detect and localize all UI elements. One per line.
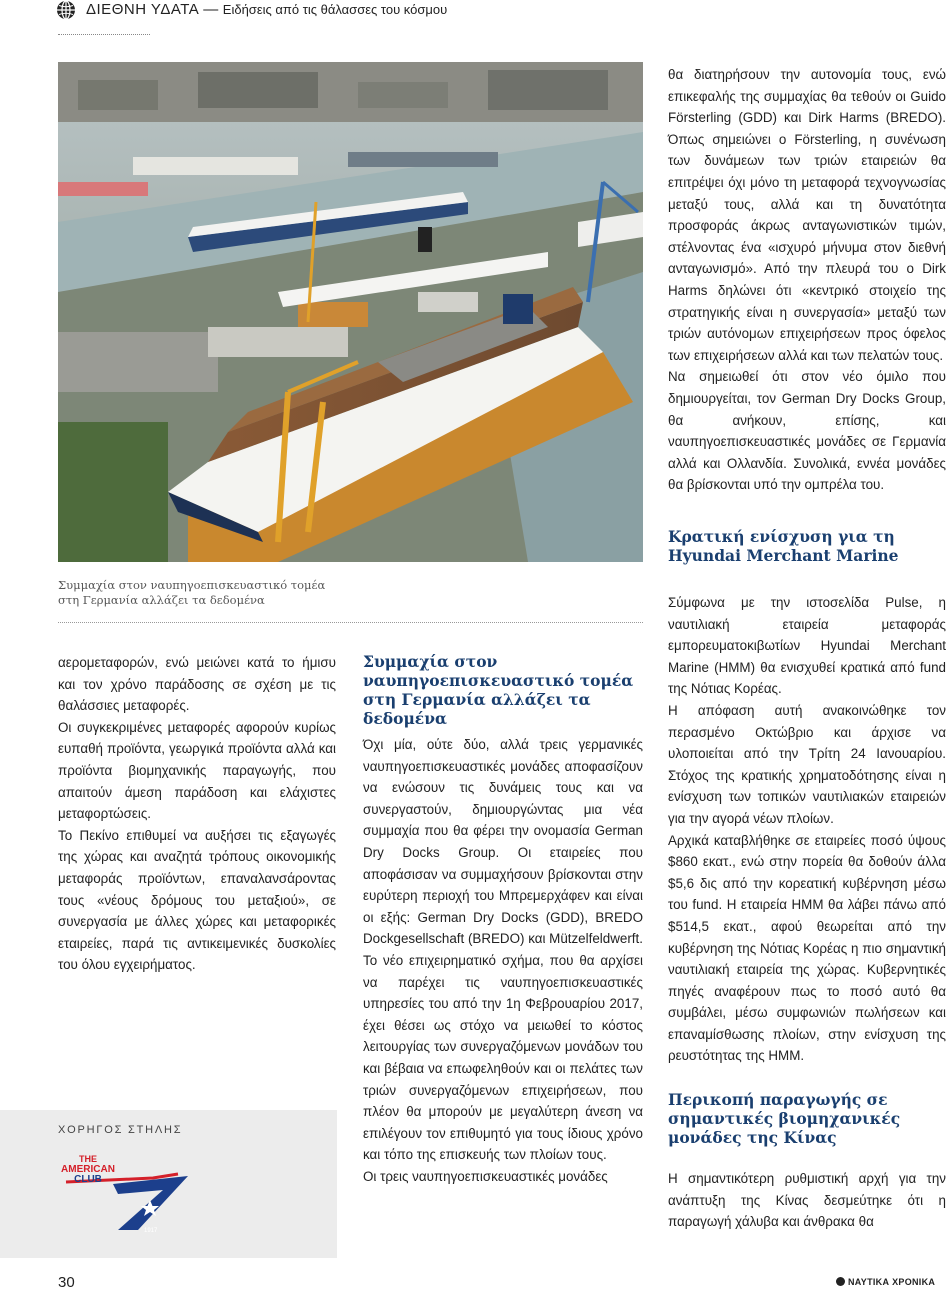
globe-icon	[56, 0, 76, 20]
article-heading: Περικοπή παραγωγής σε σημαντικές βιομηχανικές μονάδες της Κίνας	[668, 1090, 901, 1147]
paragraph: Η σημαντικότερη ρυθμιστική αρχή για την ανάπτυξη της Κίνας δεσμεύτηκε ότι η παραγωγή χάλυβα και άνθρακα θα	[668, 1171, 946, 1230]
paragraph: αερομεταφορών, ενώ μειώνει κατά το ήμισυ και τον χρόνο παράδοσης σε σχέση με τις θαλάσσιες μεταφορές.	[58, 655, 336, 714]
article-heading: Κρατική ενίσχυση για τη Hyundai Merchant Marine	[668, 527, 899, 565]
caption-line: Συμμαχία στον ναυπηγοεπισκευαστικό τομέα	[58, 578, 326, 592]
paragraph: Να σημειωθεί ότι στον νέο όμιλο που δημιουργείται, τον German Dry Docks Group, θα ανήκουν, επίσης, και ναυπηγοεπισκευαστικές μονάδες σε Γερμανία αλλά και Ολλανδία. Συνολικά, εννέα μονάδες θα βρίσκονται υπό την ομπρέλα του.	[668, 369, 946, 493]
article-column-2	[363, 734, 643, 1187]
logo-year: 1917	[144, 1228, 158, 1234]
paragraph: Σύμφωνα με την ιστοσελίδα Pulse, η ναυτιλιακή εταιρεία μεταφοράς εμπορευματοκιβωτίων Hyundai Merchant Marine (HMM) θα ενισχυθεί κρατικά από fund της Νότιας Κορέας.	[668, 595, 946, 697]
logo-text-club: CLUB	[74, 1174, 102, 1185]
logo-text-the: THE	[79, 1154, 97, 1164]
sponsor-box	[0, 1110, 337, 1258]
paragraph: Το νέο επιχειρηματικό σχήμα, που θα αρχίσει να παρέχει τις ναυπηγοεπισκευαστικές υπηρεσίες του από την 1η Φεβρουαρίου 2017, έχει θέσει ως στόχο να μειωθεί το κόστος λειτουργίας των συνεργαζόμενων μονάδων του και βέβαια να επωφεληθούν και οι πελάτες των τριών συνεργαζόμενων επιχειρήσεων, που πλέον θα μπορούν με μεγαλύτερη άνεση να επιλέγουν τον επιθυμητό για τους ίδιους χρόνο και τόπο της επισκευής των πλοίων τους.	[363, 952, 643, 1163]
article-column-3-bottom	[668, 1168, 946, 1233]
header-separator: —	[203, 1, 219, 18]
page-number: 30	[58, 1274, 75, 1291]
caption-divider	[58, 622, 643, 623]
caption-line: στη Γερμανία αλλάζει τα δεδομένα	[58, 593, 265, 607]
paragraph: Οι συγκεκριμένες μεταφορές αφορούν κυρίως ευπαθή προϊόντα, γεωργικά προϊόντα αλλά και προϊόντα βιομηχανικής παραγωγής, που απαιτούν άμεση παράδοση και ελάχιστες μεταφορτώσεις.	[58, 719, 336, 822]
paragraph: Το Πεκίνο επιθυμεί να αυξήσει τις εξαγωγές της χώρας και αναζητά τρόπους οικονομικής μεταφοράς προϊόντων, επαναλανσάροντας τους «νέους δρόμους του μεταξιού», σε συνεργασία με άλλες χώρες και μεταφορικές εταιρείες, παρά τις αντικειμενικές δυσκολίες του όλου εγχειρήματος.	[58, 827, 336, 973]
article-heading: Συμμαχία στον ναυπηγοεπισκευαστικό τομέα στη Γερμανία αλλάζει τα δεδομένα	[363, 652, 634, 728]
brand-dot-icon	[836, 1277, 845, 1286]
paragraph: Αρχικά καταβλήθηκε σε εταιρείες ποσό ύψους $860 εκατ., ενώ στην πορεία θα δοθούν άλλα $5,6 δις από την κορεατική κυβέρνηση μέσω του fund. Η εταιρεία HMM θα λάβει πάνω από $514,5 εκατ., αφού θεωρείται από την κυβέρνηση της Νότιας Κορέας η πιο σημαντική ναυτιλιακή εταιρεία της χώρας. Κυβερνητικές πηγές αναφέρουν πως το ποσό αυτό θα συμβάλει, μέσω συμφωνιών πωλήσεων και επαναμίσθωσης πλοίων, στην ενίσχυση της ρευστότητας της HMM.	[668, 832, 946, 1064]
section-subtitle: Ειδήσεις από τις θάλασσες του κόσμου	[222, 2, 448, 17]
paragraph: Όχι μία, ούτε δύο, αλλά τρεις γερμανικές ναυπηγοεπισκευαστικές μονάδες αποφασίζουν να ενώσουν τις δυνάμεις τους και να συνεργαστούν, δημιουργώντας μια νέα συμμαχία που θα φέρει την ονομασία German Dry Docks Group. Οι εταιρείες που αποφάσισαν να συμμαχήσουν βρίσκονται στην ευρύτερη περιοχή του Μπρεμερχάφεν και είναι οι εξής: German Dry Docks (GDD), BREDO Dockgesellschaft (BREDO) και Mützelfeldwerft.	[363, 737, 643, 947]
article-column-3-top	[668, 64, 946, 496]
article-column-1	[58, 652, 336, 976]
header-divider	[58, 34, 150, 35]
section-header	[86, 1, 447, 18]
logo-text-american: AMERICAN	[61, 1164, 115, 1175]
paragraph: Η απόφαση αυτή ανακοινώθηκε τον περασμένο Οκτώβριο και άρχισε να υλοποιείται από την Τρίτη 24 Ιανουαρίου. Στόχος της κρατικής χρηματοδότησης είναι η ενίσχυση των τοπικών ναυτιλιακών εταιρειών για την αγορά νέων πλοίων.	[668, 702, 946, 826]
brand-name: ΝΑΥΤΙΚΑ ΧΡΟΝΙΚΑ	[848, 1277, 936, 1287]
paragraph: θα διατηρήσουν την αυτονομία τους, ενώ επικεφαλής της συμμαχίας θα τεθούν οι Guido Försterling (GDD) και Dirk Harms (BREDO). Όπως σημειώνει ο Försterling, η συνένωση των δυνάμεων των τριών εταιρειών θα επιτρέψει όχι μόνο τη μεταφορά τεχνογνωσίας μεταξύ τους, αλλά και τη δυνατότητα προσφοράς άκρως ανταγωνιστικών τιμών, στέλνοντας ένα «ισχυρό μήνυμα στον διεθνή ανταγωνισμό». Από την πλευρά του ο Dirk Harms δηλώνει ότι «κεντρικό στοιχείο της στρατηγικής είναι η συνεργασία» μεταξύ των τριών αυτόνομων επιχειρήσεων προς όφελος των επιχειρήσεων αλλά και των πελατών τους.	[668, 67, 946, 363]
american-club-logo	[58, 1150, 198, 1238]
photo-caption	[58, 578, 358, 608]
paragraph: Οι τρεις ναυπηγοεπισκευαστικές μονάδες	[363, 1168, 608, 1184]
shipyard-photo	[58, 62, 643, 562]
sponsor-label: ΧΟΡΗΓΟΣ ΣΤΗΛΗΣ	[58, 1124, 183, 1136]
article-column-3-mid	[668, 592, 946, 1067]
publication-brand	[836, 1277, 935, 1287]
section-title: ΔΙΕΘΝΗ ΥΔΑΤΑ	[86, 1, 200, 18]
